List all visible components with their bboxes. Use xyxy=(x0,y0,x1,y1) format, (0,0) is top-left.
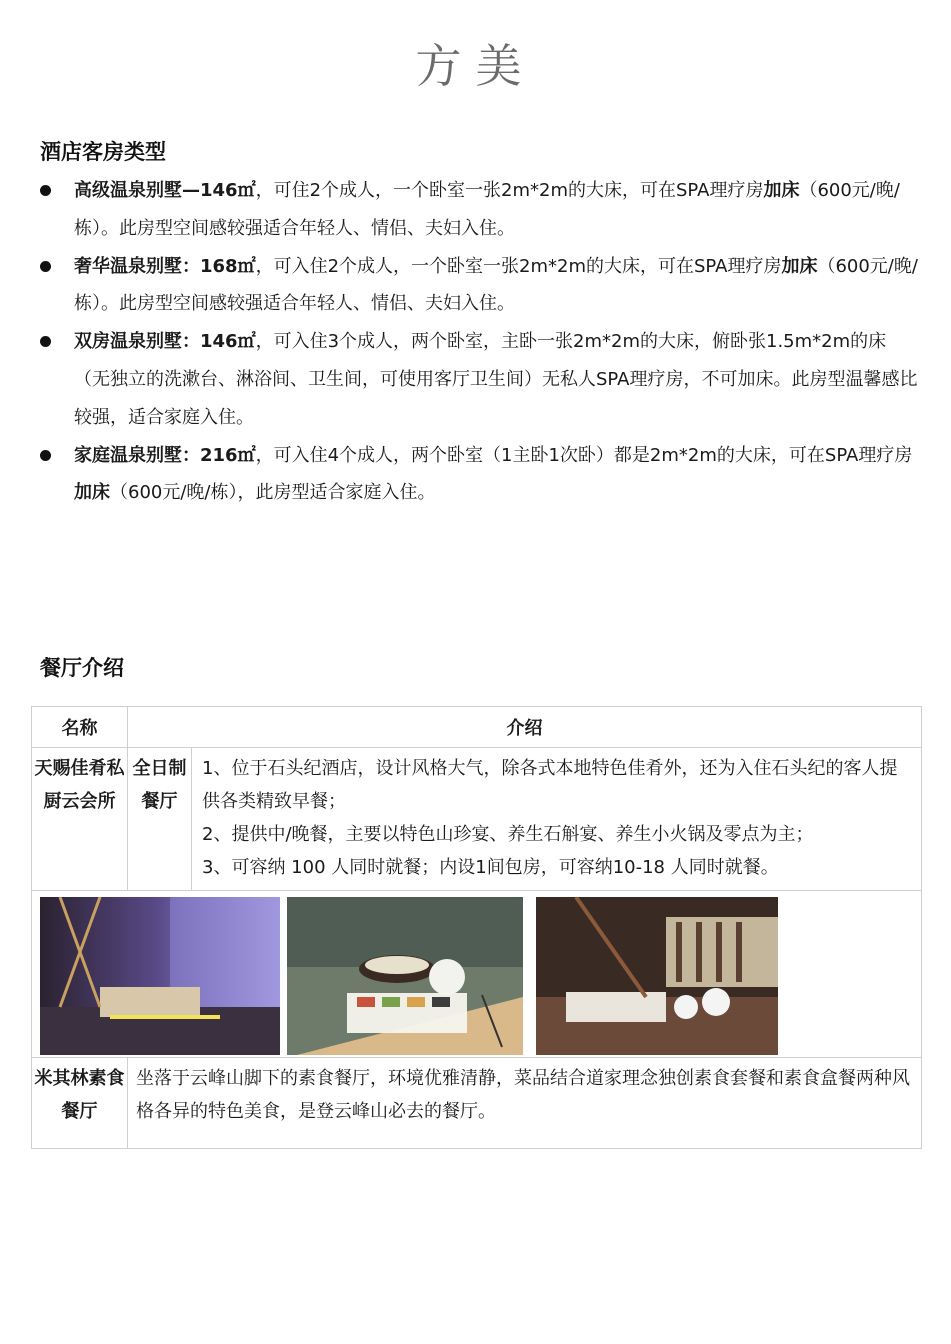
intro-line-3: 3、可容纳 100 人同时就餐；内设1间包房，可容纳10-18 人同时就餐。 xyxy=(202,857,779,878)
table-row xyxy=(32,1058,922,1149)
buffet-photo xyxy=(536,897,778,1055)
list-item xyxy=(40,323,920,436)
rooms-section-title: 酒店客房类型 xyxy=(40,140,166,164)
room-desc-tail: （600元/晚/栋），此房型适合家庭入住。 xyxy=(110,482,436,504)
restaurant-name: 米其林素食餐厅 xyxy=(32,1058,128,1149)
restaurant-name: 天赐佳肴私厨云会所 xyxy=(32,748,128,891)
room-name: 双房温泉别墅：146㎡ xyxy=(74,331,256,353)
room-desc-tail: （600元/晚/栋）。此房型空间感较强适合年轻人、情侣、夫妇入住。 xyxy=(74,255,918,315)
restaurant-type: 全日制餐厅 xyxy=(128,748,192,891)
bullet-icon xyxy=(40,261,51,272)
list-item xyxy=(40,437,920,513)
extra-bed-label: 加床 xyxy=(781,255,818,277)
intro-line-1: 1、位于石头纪酒店，设计风格大气，除各式本地特色佳肴外，还为入住石头纪的客人提供各类精致早餐； xyxy=(202,758,898,812)
room-name: 高级温泉别墅—146㎡ xyxy=(74,180,256,201)
photo-row xyxy=(32,891,922,1058)
list-item xyxy=(40,248,920,324)
lobby-photo xyxy=(40,897,280,1055)
bullet-icon xyxy=(40,450,51,461)
room-name: 家庭温泉别墅：216㎡ xyxy=(74,444,256,466)
restaurant-section-title: 餐厅介绍 xyxy=(40,656,124,680)
room-desc: ，可入住3个成人，两个卧室，主卧一张2m*2m的大床，俯卧张1.5m*2m的床（无独立的洗漱台、淋浴间、卫生间，可使用客厅卫生间）无私人SPA理疗房，不可加床。此房型温馨感比较强，适合家庭入住。 xyxy=(74,331,918,428)
table-row xyxy=(32,748,922,891)
room-desc: ，可入住2个成人，一个卧室一张2m*2m的大床，可在SPA理疗房 xyxy=(255,255,782,277)
intro-line-2: 2、提供中/晚餐，主要以特色山珍宴、养生石斛宴、养生小火锅及零点为主； xyxy=(202,824,814,845)
room-name: 奢华温泉别墅：168㎡ xyxy=(74,255,256,277)
restaurant-intro: 坐落于云峰山脚下的素食餐厅，环境优雅清静，菜品结合道家理念独创素食套餐和素食盒餐两种风格各异的特色美食，是登云峰山必去的餐厅。 xyxy=(128,1058,922,1149)
header-intro: 介绍 xyxy=(128,707,922,748)
header-name: 名称 xyxy=(32,707,128,748)
bullet-icon xyxy=(40,336,51,347)
brand-logo: 方美 xyxy=(415,39,536,93)
list-item xyxy=(40,172,920,248)
photo-strip xyxy=(32,891,922,1058)
room-desc: ，可入住4个成人，两个卧室（1主卧1次卧）都是2m*2m的大床，可在SPA理疗房 xyxy=(255,444,913,466)
restaurant-intro xyxy=(192,748,922,891)
extra-bed-label: 加床 xyxy=(763,180,800,201)
room-desc-tail: （600元/晚/栋）。此房型空间感较强适合年轻人、情侣、夫妇入住。 xyxy=(74,180,900,239)
bullet-icon xyxy=(40,185,51,196)
food-photo xyxy=(287,897,523,1055)
room-desc: ，可住2个成人，一个卧室一张2m*2m的大床，可在SPA理疗房 xyxy=(255,180,764,201)
room-type-list xyxy=(40,172,920,512)
restaurant-table xyxy=(31,706,922,1149)
extra-bed-label: 加床 xyxy=(74,482,110,504)
